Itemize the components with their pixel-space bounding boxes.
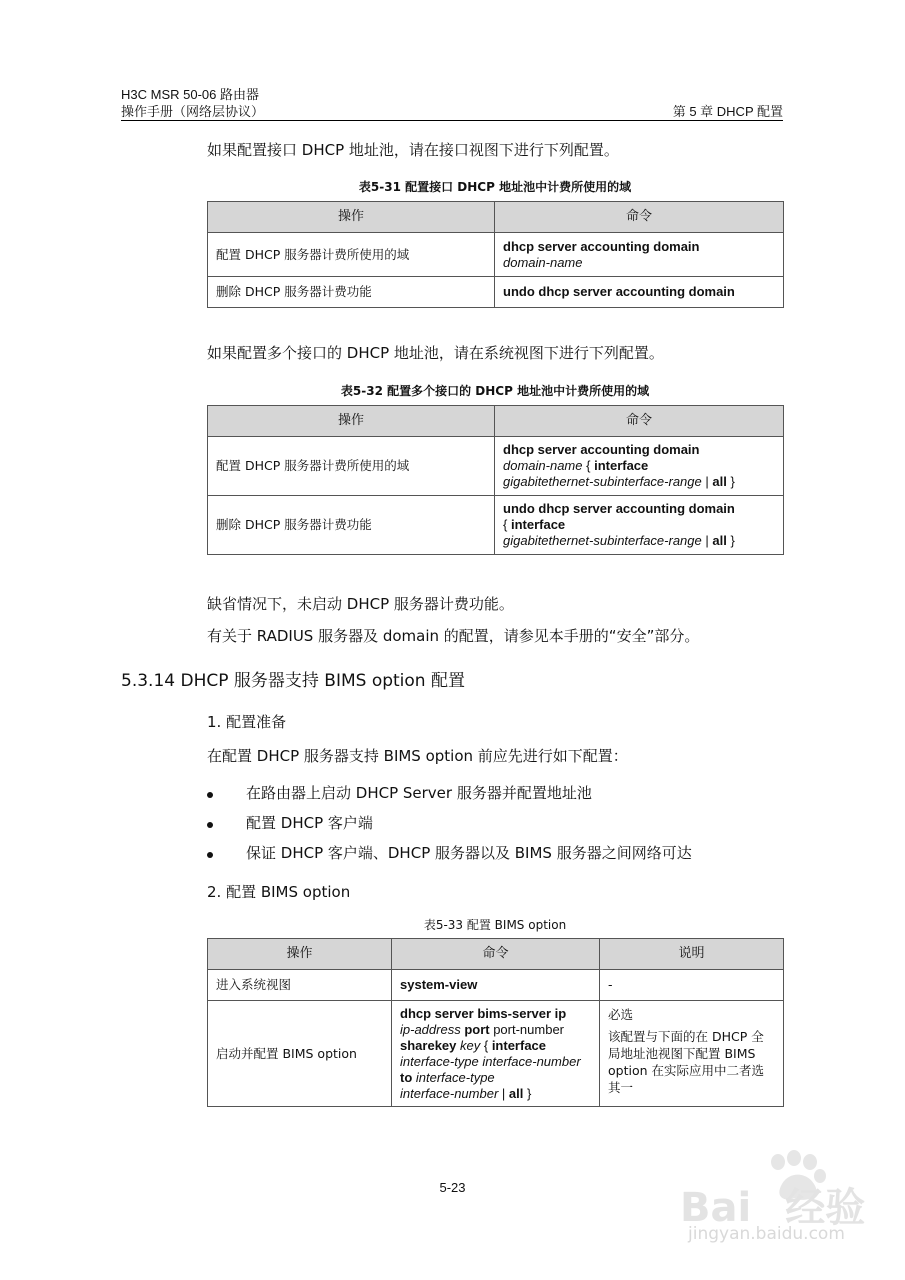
command-syntax: } xyxy=(523,1085,532,1101)
column-header-operation: 操作 xyxy=(208,939,392,970)
table-row xyxy=(208,496,784,555)
table-caption-5-32: 表5-32 配置多个接口的 DHCP 地址池中计费所使用的域 xyxy=(340,384,650,398)
subsection-title-prepare: 1. 配置准备 xyxy=(207,713,287,731)
command-argument: key xyxy=(456,1037,481,1053)
command-syntax: { xyxy=(480,1037,492,1053)
column-header-command: 命令 xyxy=(495,202,784,233)
column-header-command: 命令 xyxy=(392,939,600,970)
operation-cell: 配置 DHCP 服务器计费所使用的域 xyxy=(208,437,495,496)
list-item: 保证 DHCP 客户端、DHCP 服务器以及 BIMS 服务器之间网络可达 xyxy=(246,844,692,862)
command-syntax: | xyxy=(701,533,713,548)
command-syntax: { xyxy=(582,458,595,473)
table-5-33 xyxy=(207,938,784,1107)
command-keyword: interface xyxy=(510,517,566,532)
baidu-jingyan-watermark xyxy=(670,1148,870,1248)
paragraph-multi-interface: 如果配置多个接口的 DHCP 地址池，请在系统视图下进行下列配置。 xyxy=(207,344,664,362)
header-rule xyxy=(121,120,783,121)
table-5-32 xyxy=(207,405,784,555)
column-header-command: 命令 xyxy=(495,406,784,437)
command-keyword: interface xyxy=(594,458,649,473)
command-argument: interface-type xyxy=(412,1069,495,1085)
command-cell: undo dhcp server accounting domain xyxy=(495,277,784,308)
command-argument: gigabitethernet-subinterface-range xyxy=(503,533,702,548)
table-5-31 xyxy=(207,201,784,308)
command-keyword: interface xyxy=(491,1037,547,1053)
command-cell xyxy=(495,496,784,555)
bullet-dot-icon xyxy=(207,792,213,798)
paragraph-interface-pool: 如果配置接口 DHCP 地址池，请在接口视图下进行下列配置。 xyxy=(207,141,619,159)
command-syntax: } xyxy=(726,474,735,489)
table-row xyxy=(208,970,784,1001)
operation-cell: 启动并配置 BIMS option xyxy=(208,1001,392,1107)
table-row xyxy=(208,1001,784,1107)
watermark-brand-tail: 经验 xyxy=(785,1185,866,1231)
command-keyword: sharekey xyxy=(400,1037,457,1053)
operation-cell: 删除 DHCP 服务器计费功能 xyxy=(208,277,495,308)
command-syntax: { xyxy=(503,517,511,532)
command-cell xyxy=(495,437,784,496)
table-row xyxy=(208,437,784,496)
command-keyword: all xyxy=(508,1085,524,1101)
page-number: 5-23 xyxy=(439,1180,466,1195)
table-caption-5-33: 表5-33 配置 BIMS option xyxy=(423,918,567,932)
command-keyword: dhcp server bims-server ip xyxy=(400,1005,567,1021)
command-syntax: | xyxy=(498,1085,509,1101)
operation-cell: 配置 DHCP 服务器计费所使用的域 xyxy=(208,233,495,277)
description-cell xyxy=(600,1001,784,1107)
column-header-operation: 操作 xyxy=(208,202,495,233)
command-keyword: to xyxy=(400,1069,413,1085)
command-keyword: all xyxy=(712,474,727,489)
bullet-dot-icon xyxy=(207,852,213,858)
command-keyword: all xyxy=(712,533,727,548)
command-cell xyxy=(495,233,784,277)
header-product: H3C MSR 50-06 路由器 xyxy=(121,87,259,102)
command-syntax: | xyxy=(701,474,713,489)
command-argument: domain-name xyxy=(503,254,583,270)
command-argument: ip-address xyxy=(400,1021,461,1037)
command-argument: domain-name xyxy=(503,458,583,473)
description-note: 该配置与下面的在 DHCP 全局地址池视图下配置 BIMS option 在实际应用中二者选其一 xyxy=(608,1029,765,1095)
subsection-title-configure: 2. 配置 BIMS option xyxy=(207,883,351,901)
column-header-description: 说明 xyxy=(600,939,784,970)
paragraph-radius-reference: 有关于 RADIUS 服务器及 domain 的配置，请参见本手册的“安全”部分。 xyxy=(207,627,700,645)
command-keyword: dhcp server accounting domain xyxy=(503,238,700,254)
header-manual: 操作手册（网络层协议） xyxy=(121,104,265,119)
operation-cell: 进入系统视图 xyxy=(208,970,392,1001)
list-item: 在路由器上启动 DHCP Server 服务器并配置地址池 xyxy=(246,784,592,802)
watermark-brand-text: Bai xyxy=(680,1185,752,1231)
watermark-url: jingyan.baidu.com xyxy=(688,1224,845,1244)
command-syntax: } xyxy=(726,533,735,548)
list-item: 配置 DHCP 客户端 xyxy=(246,814,373,832)
operation-cell: 删除 DHCP 服务器计费功能 xyxy=(208,496,495,555)
section-title: 5.3.14 DHCP 服务器支持 BIMS option 配置 xyxy=(121,671,465,691)
paragraph-prerequisites: 在配置 DHCP 服务器支持 BIMS option 前应先进行如下配置： xyxy=(207,747,628,765)
bullet-dot-icon xyxy=(207,822,213,828)
column-header-operation: 操作 xyxy=(208,406,495,437)
command-keyword: port xyxy=(460,1021,494,1037)
header-chapter: 第 5 章 DHCP 配置 xyxy=(672,104,783,119)
table-row xyxy=(208,233,784,277)
description-cell: - xyxy=(600,970,784,1001)
table-caption-5-31: 表5-31 配置接口 DHCP 地址池中计费所使用的域 xyxy=(358,180,632,194)
command-cell xyxy=(392,1001,600,1107)
table-row xyxy=(208,277,784,308)
command-cell: system-view xyxy=(392,970,600,1001)
command-keyword: dhcp server accounting domain xyxy=(503,442,700,457)
command-argument: port-number xyxy=(493,1021,565,1037)
description-required: 必选 xyxy=(608,1007,634,1022)
command-keyword: undo dhcp server accounting domain xyxy=(503,501,735,516)
command-argument: gigabitethernet-subinterface-range xyxy=(503,474,702,489)
command-argument: interface-number xyxy=(400,1085,499,1101)
paragraph-default-state: 缺省情况下，未启动 DHCP 服务器计费功能。 xyxy=(207,595,514,613)
command-argument: interface-type interface-number xyxy=(400,1053,581,1069)
